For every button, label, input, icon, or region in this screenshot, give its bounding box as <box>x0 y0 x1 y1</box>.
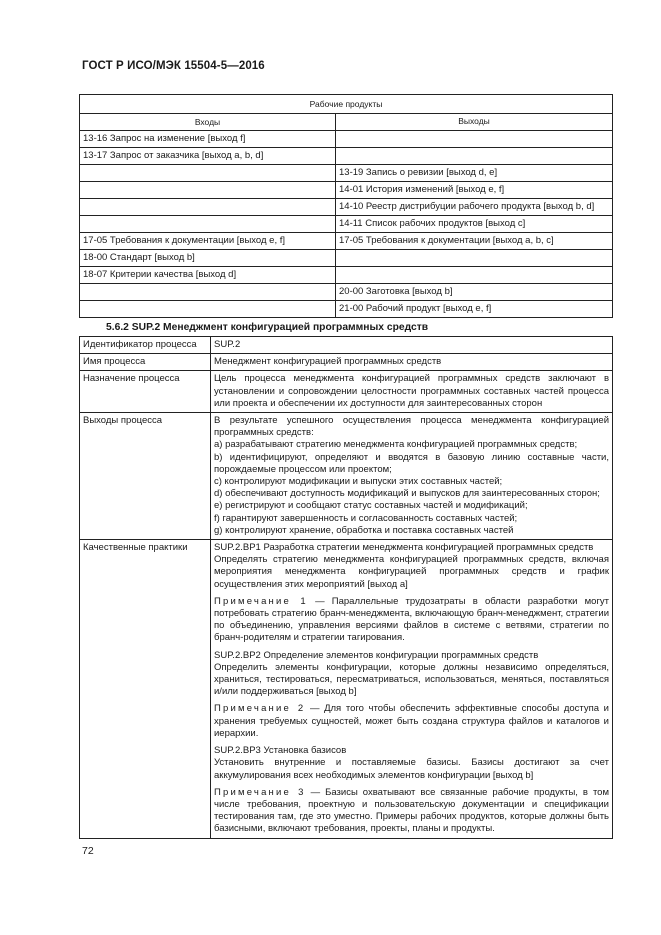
note-2 <box>214 703 609 740</box>
bp1-title: SUP.2.BP1 Разработка стратегии менеджмента конфигурацией программных средств <box>214 542 594 554</box>
output-cell: 20-00 Заготовка [выход b] <box>336 284 613 301</box>
work-products-rows <box>80 131 613 318</box>
output-cell: 13-19 Запись о ревизии [выход d, e] <box>336 165 613 182</box>
bp3-title: SUP.2.BP3 Установка базисов <box>214 745 347 757</box>
note-3 <box>214 787 609 836</box>
process-name-label: Имя процесса <box>80 354 211 371</box>
output-cell <box>336 131 613 148</box>
table-row <box>80 233 613 250</box>
input-cell <box>80 284 336 301</box>
output-item: c) контролируют модификации и выпуски этих составных частей; <box>214 476 503 488</box>
table-row <box>80 301 613 318</box>
bp2-text: Определить элементы конфигурации, которые должны независимо определяться, храниться, тестироваться, пересматриваться, использоваться, меняться, поставляться и/или поддерживаться [выход b] <box>214 661 609 698</box>
input-cell: 18-00 Стандарт [выход b] <box>80 250 336 267</box>
table-row <box>80 148 613 165</box>
section-title: 5.6.2 SUP.2 Менеджмент конфигурацией программных средств <box>106 322 429 333</box>
table-row <box>80 267 613 284</box>
note-1-label: Примечание 1 <box>214 595 308 607</box>
output-cell: 14-10 Реестр дистрибуции рабочего продукта [выход b, d] <box>336 199 613 216</box>
output-cell: 14-11 Список рабочих продуктов [выход c] <box>336 216 613 233</box>
output-item: e) регистрируют и сообщают статус составных частей и модификаций; <box>214 500 528 512</box>
outputs-list <box>214 439 609 537</box>
table-row <box>80 216 613 233</box>
input-cell: 13-16 Запрос на изменение [выход f] <box>80 131 336 148</box>
process-outputs-label: Выходы процесса <box>80 413 211 540</box>
process-outputs-cell <box>211 413 613 540</box>
output-cell <box>336 148 613 165</box>
output-item: f) гарантируют завершенность и согласованность составных частей; <box>214 512 518 524</box>
input-cell <box>80 165 336 182</box>
output-cell: 21-00 Рабочий продукт [выход e, f] <box>336 301 613 318</box>
output-item: b) идентифицируют, определяют и вводятся в базовую линию составные части, порождаемые процессом или проектом; <box>214 451 609 475</box>
input-cell <box>80 216 336 233</box>
note-2-label: Примечание 2 <box>214 703 306 715</box>
input-cell: 13-17 Запрос от заказчика [выход a, b, d] <box>80 148 336 165</box>
inputs-column-header: Входы <box>80 114 336 131</box>
practices-label: Качественные практики <box>80 540 211 838</box>
note-3-label: Примечание 3 <box>214 786 306 798</box>
document-header: ГОСТ Р ИСО/МЭК 15504-5—2016 <box>82 60 265 72</box>
note-2-text: — Для того чтобы обеспечить эффективные способы доступа и хранения требуемых сущностей, может быть создана структура файлов и каталогов и иерархии. <box>214 703 609 739</box>
note-1 <box>214 596 609 645</box>
table-row <box>80 131 613 148</box>
table-caption: Рабочие продукты <box>80 95 613 114</box>
note-1-text: — Параллельные трудозатраты в области разработки могут потребовать стратегию бранч-менеджмента, включающую бранч-менеджмент, стратегии по объединению, управления версиями файлов в системе с ветвями, стратегии по бранч-родителям и стратегии тагирования. <box>214 595 610 644</box>
output-cell: 14-01 История изменений [выход e, f] <box>336 182 613 199</box>
process-purpose-value: Цель процесса менеджмента конфигурацией программных средств заключают в установлении и сопровождении целостности программных составных частей процесса или проекта и обеспечении их доступности для заинтересованных сторон <box>211 371 613 413</box>
work-products-table <box>79 94 613 318</box>
bp3-text: Установить внутренние и поставляемые базисы. Базисы достигают за счет аккумулирования всех необходимых элементов конфигурации [выход b] <box>214 757 609 781</box>
outputs-intro: В результате успешного осуществления процесса менеджмента конфигурацией программных средств: <box>214 415 609 439</box>
input-cell <box>80 199 336 216</box>
outputs-column-header: Выходы <box>336 114 613 131</box>
bp1-text: Определять стратегию менеджмента конфигурацией программных средств, включая мероприятия менеджмента конфигурацией программных средств и график осуществления этих мероприятий [выход a] <box>214 554 609 590</box>
output-cell: 17-05 Требования к документации [выход a, b, c] <box>336 233 613 250</box>
table-row <box>80 182 613 199</box>
table-row <box>80 250 613 267</box>
note-3-text: — Базисы охватывают все связанные рабочие продукты, в том числе требования, проектную и пользовательскую документации и спецификации тестирования там, где это уместно. Примеры рабочих продуктов, которые должны быть базисными, включают требования, проекты, планы и продукты. <box>214 786 609 835</box>
output-cell <box>336 267 613 284</box>
practices-cell <box>211 540 613 838</box>
input-cell: 17-05 Требования к документации [выход e, f] <box>80 233 336 250</box>
process-table <box>79 336 613 839</box>
process-purpose-label: Назначение процесса <box>80 371 211 413</box>
output-item: d) обеспечивают доступность модификаций и выпусков для заинтересованных сторон; <box>214 488 600 500</box>
process-id-value: SUP.2 <box>211 337 613 354</box>
process-id-label: Идентификатор процесса <box>80 337 211 354</box>
output-cell <box>336 250 613 267</box>
page-number: 72 <box>82 845 94 857</box>
process-name-value: Менеджмент конфигурацией программных средств <box>211 354 613 371</box>
table-row <box>80 165 613 182</box>
input-cell: 18-07 Критерии качества [выход d] <box>80 267 336 284</box>
table-row <box>80 284 613 301</box>
bp2-title: SUP.2.BP2 Определение элементов конфигурации программных средств <box>214 649 539 661</box>
table-row <box>80 199 613 216</box>
output-item: a) разрабатывают стратегию менеджмента конфигурацией программных средств; <box>214 439 578 451</box>
input-cell <box>80 301 336 318</box>
output-item: g) контролируют хранение, обработка и поставка составных частей <box>214 524 514 536</box>
input-cell <box>80 182 336 199</box>
